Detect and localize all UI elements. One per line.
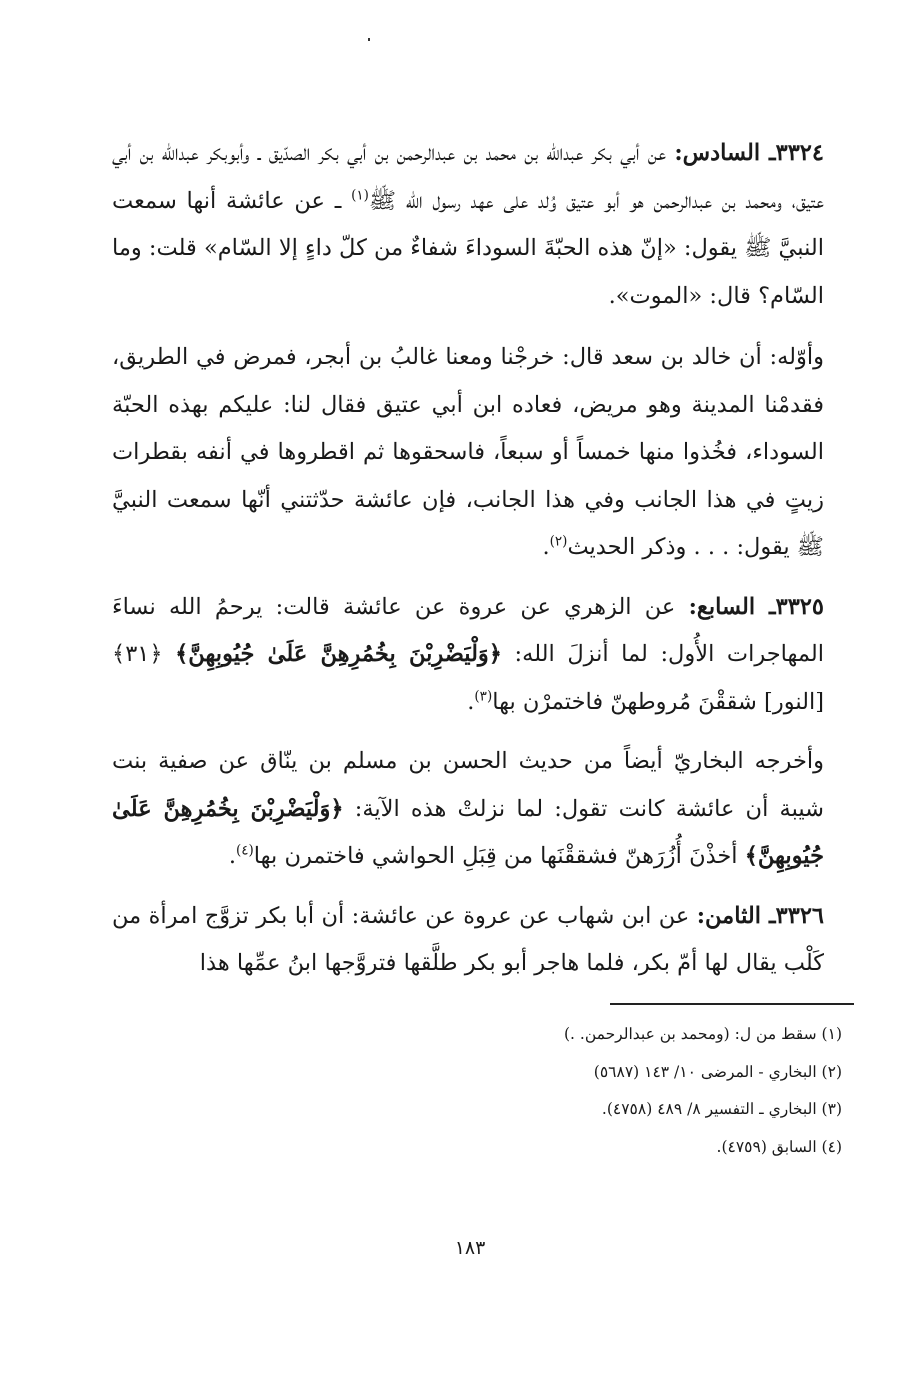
paragraph-end: . — [228, 843, 236, 869]
quran-verse: ﴿وَلْيَضْرِبْنَ بِخُمُرِهِنَّ عَلَىٰ جُيُوبِهِنَّ﴾ — [112, 795, 824, 869]
paragraph-text-continued: أخذْنَ أُزُرَهنّ فشققْنَها من قِبَلِ الحواشي فاختمرن بها — [253, 843, 745, 869]
footnote-ref: (٣) — [474, 688, 493, 704]
page-number: ١٨٣ — [454, 1237, 486, 1259]
footnote-3: (٣) البخاري ـ التفسير ٨/ ٤٨٩ (٤٧٥٨). — [601, 1100, 842, 1118]
footnote-4: (٤) السابق (٤٧٥٩). — [716, 1137, 842, 1156]
commentary-end: . — [542, 534, 550, 560]
commentary-paragraph — [112, 334, 824, 572]
commentary-text: وأوّله: أن خالد بن سعد قال: خرجْنا ومعنا غالبُ بن أبجر، فمرض في الطريق، فقدمْنا المدينة وهو مريض، فعاده ابن أبي عتيق فقال لنا: عليكم بهذه الحبّة السوداء، فخُذوا منها خمساً أو سبعاً، فاسحقوها ثم اقطروها في أنفه بقطرات زيتٍ في هذا الجانب وفي هذا الجانب، فإن عائشة حدّثتني أنّها سمعت النبيَّ ﷺ يقول: . . . وذكر الحديث — [112, 344, 824, 560]
entry-text-continued: ﴿٣١﴾ [النور] شققْنَ مُروطهنّ فاختمرْن بها — [112, 641, 824, 715]
paragraph-text: وأخرجه البخاريّ أيضاً من حديث الحسن بن مسلم بن ينّاق عن صفية بنت شيبة أن عائشة كانت تقول: لما نزلتْ هذه الآية: — [112, 748, 824, 822]
entry-end: . — [467, 688, 475, 715]
entry-label: ـ السادس: — [674, 140, 776, 166]
entry-number: ٣٣٢٥ — [775, 593, 824, 620]
footnote-ref: (٤) — [235, 842, 254, 859]
footnote-ref: (٢) — [549, 533, 568, 550]
entry-number: ٣٣٢٤ — [775, 140, 824, 166]
footnote-2: (٢) البخاري - المرضى ١٠/ ١٤٣ (٥٦٨٧) — [593, 1062, 842, 1081]
entry-text: عن الزهري عن عروة عن عائشة قالت: يرحمُ الله نساءَ المهاجرات الأُول: لما أنزلَ الله: — [112, 593, 824, 667]
main-text — [112, 130, 824, 1000]
entry-text: عن ابن شهاب عن عروة عن عائشة: أن أبا بكر تزوَّج امرأة من كَلْب يقال لها أمّ بكر، فلما هاجر أبو بكر طلَّقها فتروَّجها ابنُ عمِّها هذا — [112, 902, 824, 976]
entry-3326 — [112, 893, 824, 988]
footnote-separator — [610, 1003, 854, 1005]
footnotes — [300, 1016, 842, 1166]
entry-3325 — [112, 584, 824, 727]
entry-text: عن أبي بكر عبدالله بن محمد بن عبدالرحمن بن أبي بكر الصدّيق ـ وأبوبكر عبدالله بن أبي عتيق، ومحمد بن عبدالرحمن هو أبو عتيق وُلد على عهد رسول الله ﷺ — [112, 140, 824, 214]
scan-speck — [368, 38, 370, 41]
footnote-ref: (١) — [351, 187, 369, 203]
entry-label: ـ السابع: — [688, 593, 776, 620]
entry-3324 — [112, 130, 824, 320]
entry-label: ـ الثامن: — [696, 902, 776, 929]
footnote-1: (١) سقط من ل: (ومحمد بن عبدالرحمن. .) — [564, 1025, 842, 1043]
quran-verse: ﴿وَلْيَضْرِبْنَ بِخُمُرِهِنَّ عَلَىٰ جُيُوبِهِنَّ﴾ — [175, 641, 502, 667]
bukhari-paragraph — [112, 738, 824, 881]
entry-text-continued: ـ عن عائشة أنها سمعت النبيَّ ﷺ يقول: «إنّ هذه الحبّةَ السوداءَ شفاءٌ من كلّ داءٍ إلا السّام» قلت: وما السّام؟ قال: «الموت». — [111, 187, 824, 309]
entry-number: ٣٣٢٦ — [775, 902, 824, 929]
